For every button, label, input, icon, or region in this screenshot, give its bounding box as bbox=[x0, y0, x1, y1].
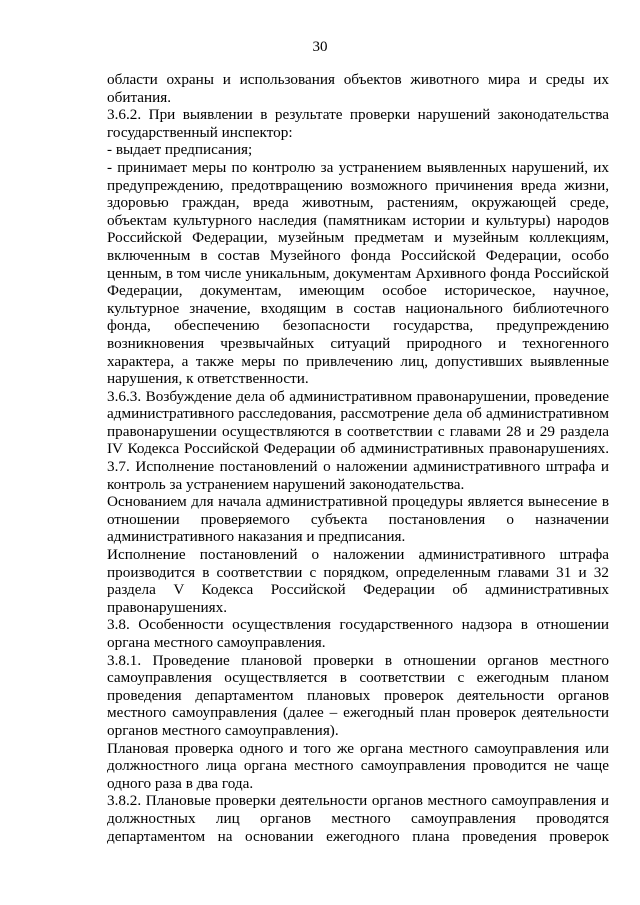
text-line: должностных лиц органов местного самоуправления проводятся bbox=[107, 809, 609, 827]
text-line: Федерации, документам, имеющим особое историческое, научное, bbox=[107, 282, 609, 300]
text-line: возникновения чрезвычайных ситуаций природного и техногенного bbox=[107, 334, 609, 352]
text-line: 3.8. Особенности осуществления государственного надзора в отношении bbox=[107, 616, 609, 634]
text-line: 3.8.2. Плановые проверки деятельности органов местного самоуправления и bbox=[107, 792, 609, 810]
text-line: органа местного самоуправления. bbox=[107, 634, 326, 651]
text-line: правонарушении осуществляются в соответствии с главами 28 и 29 раздела bbox=[107, 422, 609, 440]
text-line: органов местного самоуправления). bbox=[107, 721, 339, 739]
text-line: местного самоуправления (далее – ежегодный план проверок деятельности bbox=[107, 704, 609, 722]
text-line: здоровью граждан, вреда животным, растениям, окружающей среде, bbox=[107, 194, 609, 212]
text-line: одного раза в два года. bbox=[107, 774, 254, 792]
page-number: 30 bbox=[312, 39, 328, 55]
text-line: нарушения, к ответственности. bbox=[107, 370, 309, 388]
text-line: административного наказания и предписания. bbox=[107, 528, 406, 546]
text-line: государственный инспектор: bbox=[107, 123, 293, 141]
text-line: раздела V Кодекса Российской Федерации об административных bbox=[107, 581, 609, 599]
text-line: IV Кодекса Российской Федерации об административных правонарушениях. bbox=[107, 440, 609, 458]
body-text bbox=[107, 71, 609, 845]
text-line: производится в соответствии с порядком, определенным главами 31 и 32 bbox=[107, 563, 609, 581]
text-line: ценным, в том числе уникальным, документам Архивного фонда Российской bbox=[107, 264, 609, 282]
text-line: 3.8.1. Проведение плановой проверки в отношении органов местного bbox=[107, 651, 609, 669]
text-line: отношении проверяемого субъекта постановления о назначении bbox=[107, 510, 609, 528]
text-line: предупреждению, предотвращению возможного причинения вреда жизни, bbox=[107, 176, 609, 194]
text-line: включенным в состав Музейного фонда Российской Федерации, особо bbox=[107, 246, 609, 264]
text-line: Основанием для начала административной процедуры является вынесение в bbox=[107, 493, 609, 511]
text-line: характера, а также меры по привлечению лиц, допустивших выявленные bbox=[107, 352, 609, 370]
text-line: - принимает меры по контролю за устранением выявленных нарушений, их bbox=[107, 158, 609, 176]
text-line: - выдает предписания; bbox=[107, 141, 253, 159]
text-line: проведения департаментом плановых проверок деятельности органов bbox=[107, 686, 609, 704]
text-line: должностного лица органа местного самоуправления проводится не чаще bbox=[107, 757, 609, 775]
text-line: Исполнение постановлений о наложении административного штрафа bbox=[107, 546, 609, 564]
text-line: области охраны и использования объектов животного мира и среды их bbox=[107, 71, 609, 88]
text-line: 3.6.2. При выявлении в результате проверки нарушений законодательства bbox=[107, 106, 609, 124]
text-line: Российской Федерации, музейным предметам и музейным коллекциям, bbox=[107, 229, 609, 247]
text-line: 3.6.3. Возбуждение дела об административном правонарушении, проведение bbox=[107, 387, 609, 405]
text-line: самоуправления осуществляется в соответствии с ежегодным планом bbox=[107, 669, 609, 687]
text-line: контроль за устранением нарушений законодательства. bbox=[107, 475, 465, 493]
text-line: 3.7. Исполнение постановлений о наложении административного штрафа и bbox=[107, 458, 609, 476]
text-line: Плановая проверка одного и того же органа местного самоуправления или bbox=[107, 739, 609, 757]
text-line: обитания. bbox=[107, 88, 172, 106]
text-line: правонарушениях. bbox=[107, 598, 228, 616]
text-line: департаментом на основании ежегодного плана проведения проверок bbox=[107, 827, 609, 845]
text-line: объектам культурного наследия (памятникам истории и культуры) народов bbox=[107, 211, 609, 229]
text-line: культурное значение, входящим в состав национального библиотечного bbox=[107, 299, 609, 317]
text-line: административного расследования, рассмотрение дела об административном bbox=[107, 405, 609, 423]
text-line: фонда, обеспечению безопасности государства, предупреждению bbox=[107, 317, 609, 335]
